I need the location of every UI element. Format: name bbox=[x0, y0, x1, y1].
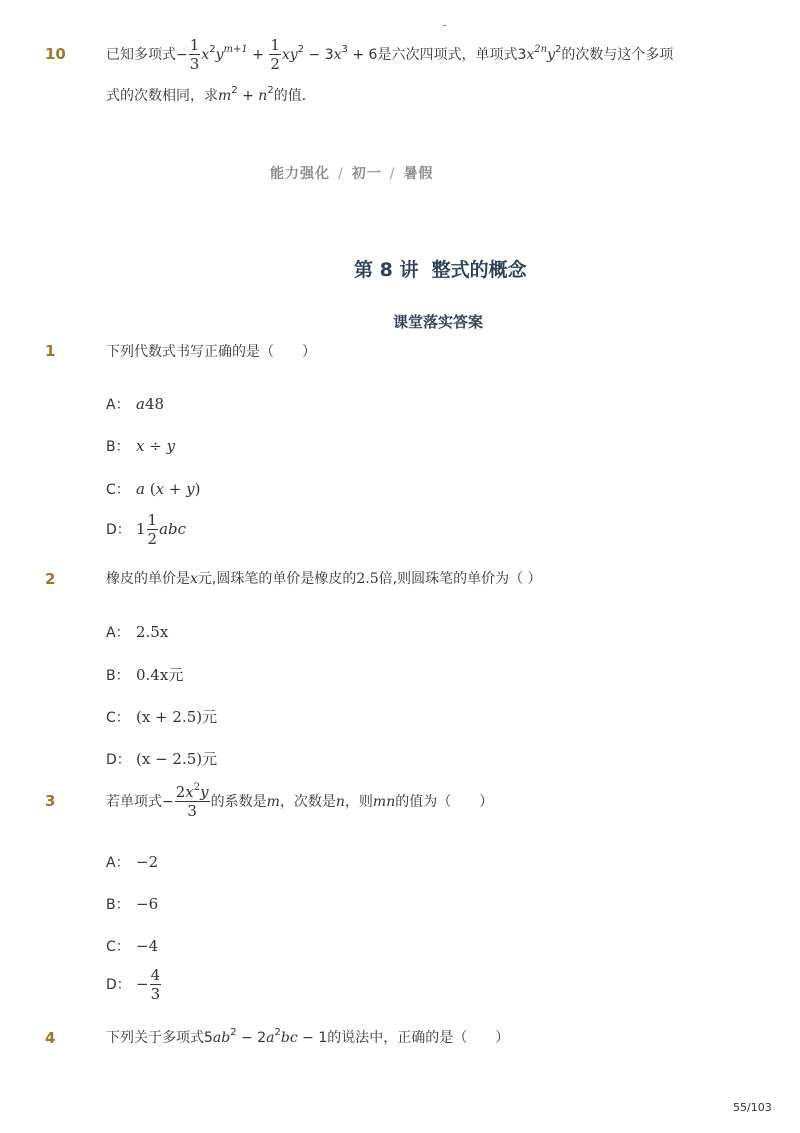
top-mark bbox=[443, 25, 446, 26]
question-10-text-line2: 式的次数相同，求$m^2 + n^2$的值． bbox=[106, 85, 316, 104]
question-number-2: 2 bbox=[45, 570, 56, 588]
fraction-one-third: $\frac{1}{3}$ bbox=[189, 36, 200, 73]
question-3-option-d[interactable]: D： − $\frac{4}{3}$ bbox=[106, 966, 161, 1003]
question-1-option-a[interactable]: A： a48 bbox=[106, 395, 165, 413]
question-1-option-c[interactable]: C： a (x + y) bbox=[106, 480, 201, 498]
question-number-3: 3 bbox=[45, 792, 56, 810]
question-3-text: 若单项式− $\frac{2x^2y}{3}$ 的系数是m，次数是n，则mn的值为（ ） bbox=[106, 782, 494, 820]
question-2-option-d[interactable]: D： (x − 2.5)元 bbox=[106, 750, 218, 768]
question-3-option-b[interactable]: B： −6 bbox=[106, 895, 159, 913]
fraction-four-thirds: $\frac{4}{3}$ bbox=[150, 966, 161, 1003]
question-4-text: 下列关于多项式$5ab^2 - 2a^2bc - 1$的说法中，正确的是（ ） bbox=[106, 1027, 510, 1046]
question-2-text: 橡皮的单价是x元,圆珠笔的单价是橡皮的2.5倍,则圆珠笔的单价为（ ） bbox=[106, 571, 542, 587]
question-3-option-c[interactable]: C： −4 bbox=[106, 937, 159, 955]
question-number-10: 10 bbox=[45, 45, 66, 63]
question-number-4: 4 bbox=[45, 1029, 56, 1047]
page-number: 55/103 bbox=[733, 1101, 772, 1114]
fraction-one-half: $\frac{1}{2}$ bbox=[270, 36, 280, 73]
question-number-1: 1 bbox=[45, 342, 56, 360]
page-title: 第 8 讲 整式的概念 bbox=[354, 259, 527, 281]
question-10-text: 已知多项式− $\frac{1}{3}$ $x^2y^{m+1}$ + $\frac{1}{2}$ $xy^2 - 3x^3 + 6$是六次四项式，单项式$3x^{2n}y^2$的次数与这个多项 bbox=[106, 36, 674, 73]
question-3-option-a[interactable]: A： −2 bbox=[106, 853, 159, 871]
question-2-option-a[interactable]: A： 2.5x bbox=[106, 623, 169, 641]
breadcrumb: 能力强化 / 初一 / 暑假 bbox=[270, 166, 434, 182]
question-1-option-b[interactable]: B： x ÷ y bbox=[106, 437, 176, 455]
section-subtitle: 课堂落实答案 bbox=[393, 313, 484, 331]
question-1-text: 下列代数式书写正确的是（ ） bbox=[106, 344, 316, 360]
question-2-option-c[interactable]: C： (x + 2.5)元 bbox=[106, 708, 218, 726]
fraction-one-half: $\frac{1}{2}$ bbox=[147, 511, 158, 548]
question-1-option-d[interactable]: D： 1 $\frac{1}{2}$ abc bbox=[106, 511, 187, 548]
fraction-2x2y-over-3: $\frac{2x^2y}{3}$ bbox=[175, 782, 209, 820]
question-2-option-b[interactable]: B： 0.4x元 bbox=[106, 666, 184, 684]
